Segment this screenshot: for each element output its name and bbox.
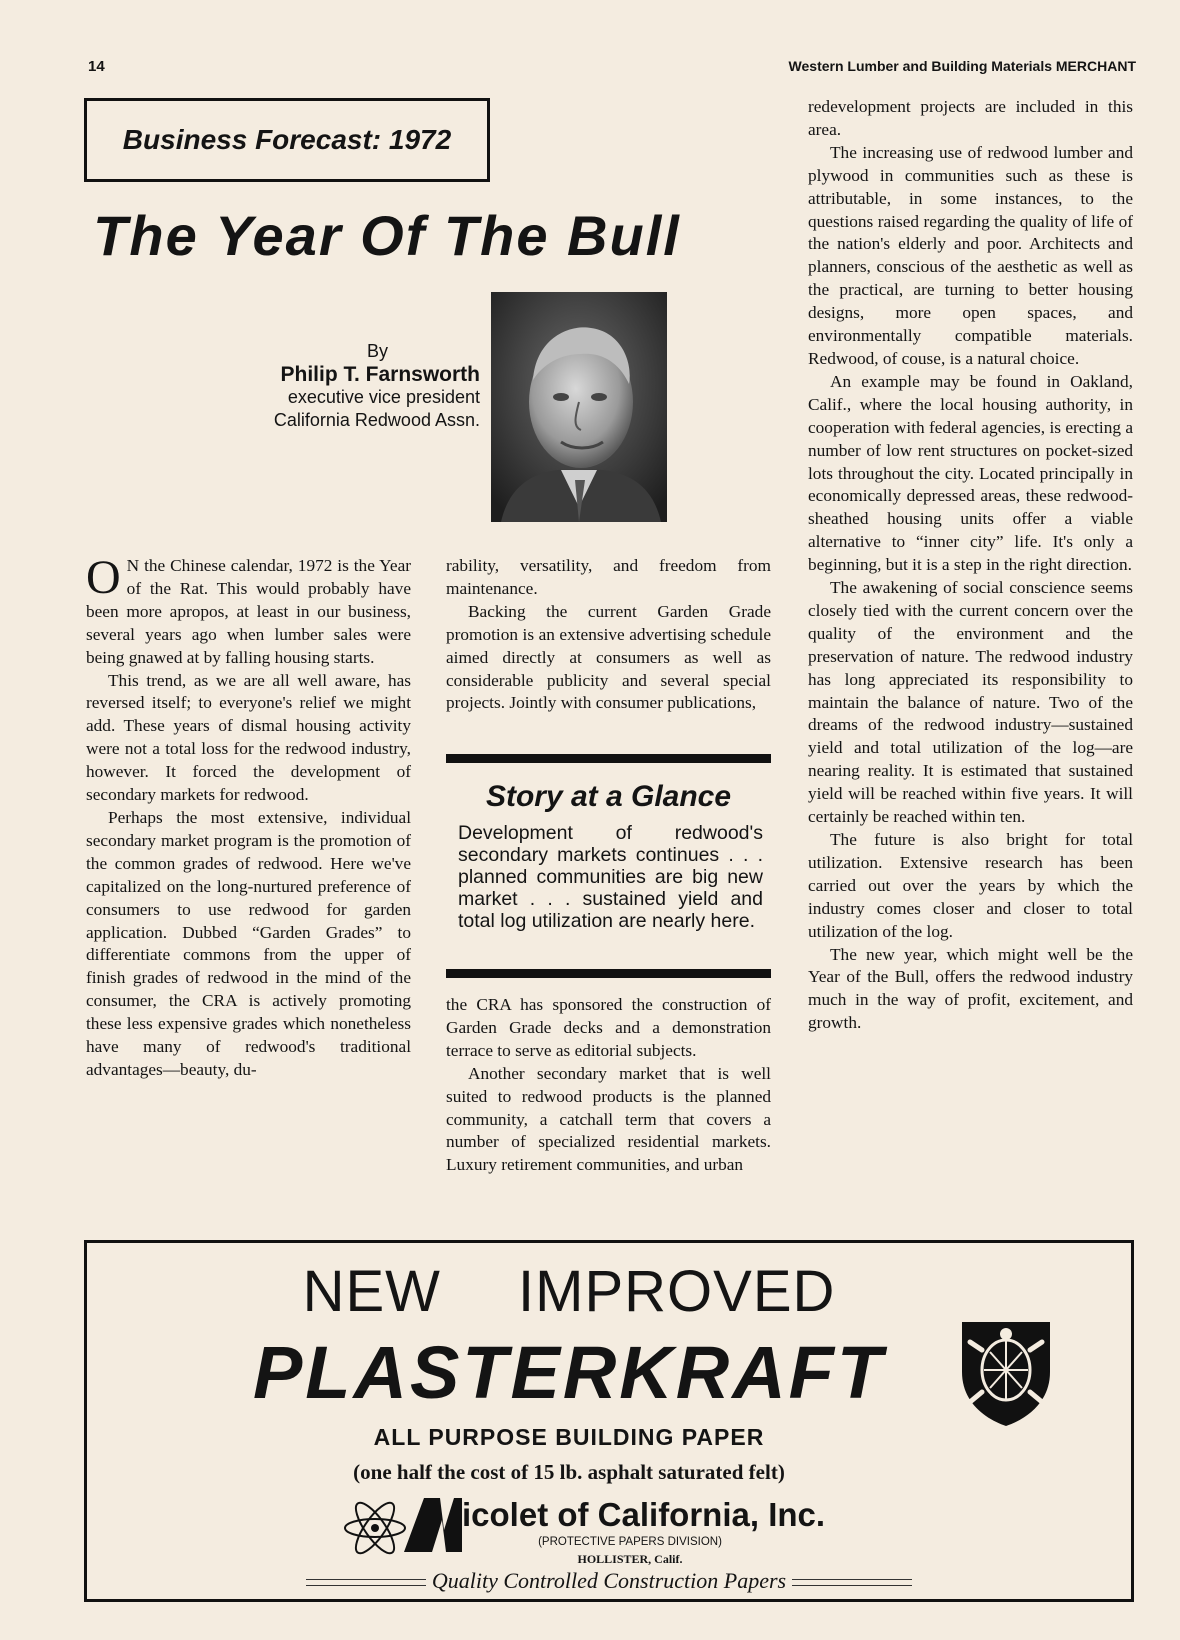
ad-headline: NEW IMPROVED xyxy=(302,1259,836,1324)
ad-tagline xyxy=(84,1568,1134,1594)
sidebar-text: Development of redwood's secondary markets continues . . . planned communities are big new market . . . sustained yield and total log utilization are nearly here. xyxy=(458,822,763,932)
article-column-1 xyxy=(86,551,411,1082)
company-name: icolet of California, Inc. xyxy=(462,1496,826,1533)
byline xyxy=(200,340,480,432)
paragraph: This trend, as we are all well aware, has reversed itself; to everyone's relief we might add. These years of dismal housing activity were not a total loss for the redwood industry, however. It forced the development of secondary markets for redwood. xyxy=(86,670,411,805)
tagline-rule-left xyxy=(306,1579,426,1586)
ad-subhead: ALL PURPOSE BUILDING PAPER xyxy=(373,1424,765,1450)
paragraph: Backing the current Garden Grade promotion is an extensive advertising schedule aimed directly at consumers as well as considerable publicity and several special projects. Jointly with consumer publications, xyxy=(446,601,771,713)
paragraph: Perhaps the most extensive, individual secondary market program is the promotion of the common grades of redwood. Here we've capitalized on the long-nurtured preference of consumers to use redwood for garden application. Dubbed “Garden Grades” to differentiate commons from the upper of finish grades of redwood in the mind of the consumer, the CRA is actively promoting these less expensive grades which nonetheless have many of redwood's traditional advantages—beauty, du- xyxy=(86,807,411,1079)
article-column-2-top xyxy=(446,555,771,715)
ad-product-name: PLASTERKRAFT xyxy=(252,1331,886,1414)
article-title: The Year Of The Bull xyxy=(93,204,681,267)
author-role: executive vice president xyxy=(287,387,480,407)
atom-icon xyxy=(342,1488,408,1568)
paragraph: rability, versatility, and freedom from maintenance. xyxy=(446,556,771,598)
sidebar-title: Story at a Glance xyxy=(485,780,732,813)
paragraph: Another secondary market that is well suited to redwood products is the planned community, a catchall term that covers a number of specialized residential markets. Luxury retirement communities, and urban xyxy=(446,1063,771,1175)
paragraph: The future is also bright for total utilization. Extensive research has been carried out over the years by which the industry comes closer and closer to total utilization of the log. xyxy=(808,830,1133,941)
company-location: HOLLISTER, Calif. xyxy=(577,1552,683,1566)
sidebar-bottom-rule xyxy=(446,969,771,978)
section-label: Business Forecast: 1972 xyxy=(84,98,490,182)
company-division: (PROTECTIVE PAPERS DIVISION) xyxy=(538,1536,722,1548)
running-header: Western Lumber and Building Materials MERCHANT xyxy=(788,58,1136,74)
sidebar-top-rule xyxy=(446,754,771,763)
page-number: 14 xyxy=(88,58,105,75)
author-organization: California Redwood Assn. xyxy=(273,410,480,430)
article-column-2-bottom xyxy=(446,994,771,1177)
tagline-rule-right xyxy=(792,1579,912,1586)
ad-price-note: (one half the cost of 15 lb. asphalt saturated felt) xyxy=(353,1460,785,1484)
paragraph: The new year, which might well be the Year of the Bull, offers the redwood industry much in the way of profit, excitement, and growth. xyxy=(808,944,1133,1033)
paragraph: redevelopment projects are included in this area. xyxy=(808,97,1133,139)
author-portrait xyxy=(491,292,667,522)
paragraph: The awakening of social conscience seems closely tied with the current concern over the quality of the environment and the preservation of nature. The redwood industry has long appreciated its responsibility to maintain the balance of nature. Two of the dreams of the redwood industry—sustained yield and total utilization of the log—are nearing reality. It is estimated that sustained yield will be reached within five years. It will certainly be reached within ten. xyxy=(808,578,1133,827)
byline-by: By xyxy=(366,341,388,361)
paragraph: the CRA has sponsored the construction of Garden Grade decks and a demonstration terrace to serve as editorial subjects. xyxy=(446,995,771,1060)
turtle-logo-icon xyxy=(954,1312,1058,1428)
paragraph: An example may be found in Oakland, Calif., where the local housing authority, in cooperation with federal agencies, is erecting a number of low rent structures on pocket-sized lots throughout the city. Located principally in economically depressed areas, these redwood-sheathed housing units offer a viable alternative to “inner city” life. It's only a beginning, but it is a step in the right direction. xyxy=(808,371,1133,575)
author-name: Philip T. Farnsworth xyxy=(280,363,480,386)
drop-cap: O xyxy=(86,551,121,604)
tagline-text: Quality Controlled Construction Papers xyxy=(431,1568,787,1593)
paragraph: O N the Chinese calendar, 1972 is the Year of the Rat. This would probably have been more apropos, at least in our business, several years ago when lumber sales were being gnawed at by falling housing starts. xyxy=(86,551,411,667)
paragraph: The increasing use of redwood lumber and plywood in communities such as these is attributable, in some instances, to the questions raised regarding the quality of life of the nation's elderly and poor. Architects and planners, conscious of the aesthetic as well as the practical, are turning to better housing designs, more open spaces, and environmentally compatible materials. Redwood, of couse, is a natural choice. xyxy=(808,142,1133,368)
article-column-3 xyxy=(808,96,1133,1035)
n-letter-logo-icon xyxy=(402,1496,462,1554)
